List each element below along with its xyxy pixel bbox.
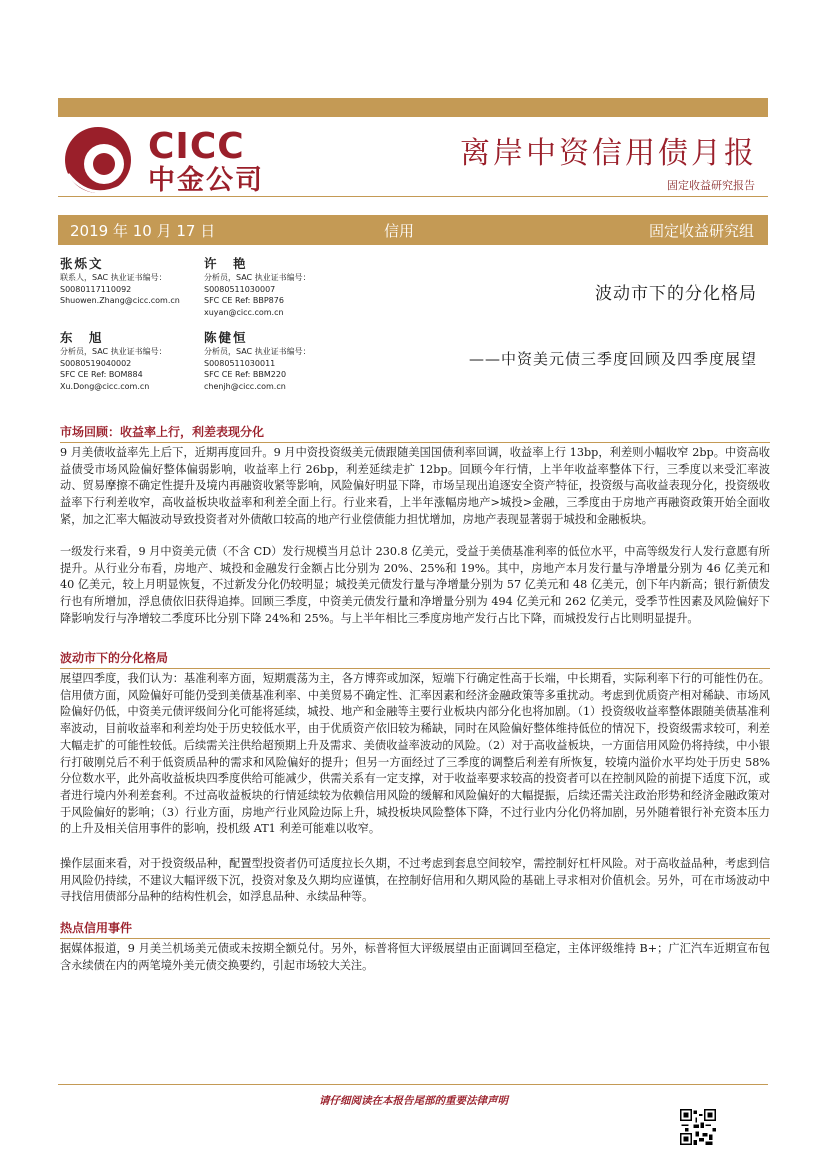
author-email[interactable]: chenjh@cicc.com.cn [204,381,286,391]
research-group: 固定收益研究组 [648,222,754,240]
report-category: 信用 [384,222,415,240]
paragraph: 9 月美债收益率先上后下，近期再度回升。9 月中资投资级美元债跟随美国国债利率回调，收益率上行 13bp，利差则小幅收窄 2bp。中资高收益债受市场风险偏好整体偏弱影响，收益率上行 26bp，利差延续走扩 12bp。回顾今年行情，上半年收益率整体下行，三季度以来受汇率波动、贸易摩擦不确定性提升及境内再融资收紧等影响，风险偏好明显下降，市场呈现出追逐安全资产特征，投资级与高收益表现分化，投资级收益率下行利差收窄，高收益板块收益率和利差全面上行。行业来看，上半年涨幅房地产>城投>金融，三季度由于房地产再融资政策开始全面收紧，加之汇率大幅波动导致投资者对外债敞口较高的地产行业偿债能力担忧增加，房地产表现显著弱于城投和金融板块。 [60,446,770,526]
author-name: 张烁文 [60,256,104,271]
author-name: 东 旭 [60,330,104,345]
author-cert: S0080117110092 [60,284,132,294]
paragraph: 据媒体报道，9 月美兰机场美元债或未按期全额兑付。另外，标普将恒大评级展望由正面调回至稳定，主体评级维持 B+；广汇汽车近期宣布包含永续债在内的两笔境外美元债交换要约，引起市场较大关注。 [60,942,770,972]
section-heading: 热点信用事件 [60,920,770,939]
author-card [60,330,167,392]
section-heading: 市场回顾：收益率上行，利差表现分化 [60,424,770,443]
author-role: 分析员，SAC 执业证书编号： [204,347,311,356]
paragraph: 一级发行来看，9 月中资美元债（不含 CD）发行规模当月总计 230.8 亿美元，受益于美债基准利率的低位水平，中高等级发行人发行意愿有所提升。从行业分布看，房地产、城投和金融发行金额占比分别为 20%、25%和 19%。其中，房地产本月发行量与净增量分别为 46 亿美元和 40 亿美元，较上月明显恢复，不过新发分化仍较明显；城投美元债发行量与净增量分别为 57 亿美元和 48 亿美元，创下年内新高；银行新债发行也有所增加，浮息债依旧获得追捧。回顾三季度，中资美元债发行量和净增量分别为 494 亿美元和 262 亿美元，受季节性因素及风险偏好下降影响发行与净增较二季度环比分别下降 24%和 25%。与上半年相比三季度房地产发行占比下降，而城投发行占比则明显提升。 [60,545,770,625]
author-role: 分析员，SAC 执业证书编号： [204,273,311,282]
author-name: 陈健恒 [204,330,248,345]
headline-title: 波动市下的分化格局 [595,284,757,304]
brand-name-en: CICC [148,126,245,167]
author-name: 许 艳 [204,256,248,271]
brand-name-cn: 中金公司 [148,165,264,196]
author-cert: S0080511030011 [204,358,276,368]
qr-code-icon [680,1109,716,1145]
author-email[interactable]: Xu.Dong@cicc.com.cn [60,381,150,391]
author-sfc: SFC CE Ref: BBM220 [204,370,287,379]
author-role: 联系人，SAC 执业证书编号： [60,273,167,282]
author-cert: S0080511030007 [204,284,276,294]
section-heading: 波动市下的分化格局 [60,650,770,669]
report-type: 固定收益研究报告 [667,179,755,192]
author-cert: S0080519040002 [60,358,132,368]
legal-disclaimer: 请仔细阅读在本报告尾部的重要法律声明 [319,1095,508,1107]
author-sfc: SFC CE Ref: BOM884 [60,370,143,379]
top-gold-bar [58,98,768,117]
author-card [204,256,311,318]
author-email[interactable]: Shuowen.Zhang@cicc.com.cn [60,296,180,305]
paragraph: 操作层面来看，对于投资级品种，配置型投资者仍可适度拉长久期，不过考虑到套息空间较窄，需控制好杠杆风险。对于高收益品种，考虑到信用风险仍持续，不建议大幅评级下沉，投资对象及久期均应谨慎，在控制好信用和久期风险的基础上寻求相对价值机会。另外，可在市场波动中寻找信用债部分品种的结构性机会，如浮息品种、永续品种等。 [60,857,770,904]
author-sfc: SFC CE Ref: BBP876 [204,296,284,305]
footer-divider [58,1084,768,1085]
report-date: 2019 年 10 月 17 日 [70,222,216,240]
info-bar [58,215,768,245]
headline-subtitle: ——中资美元债三季度回顾及四季度展望 [468,350,757,368]
author-card [204,330,311,392]
report-title: 离岸中资信用债月报 [460,136,757,171]
paragraph: 展望四季度，我们认为：基准利率方面，短期震荡为主，各方博弈或加深，短端下行确定性高于长端，中长期看，实际利率下行的可能性仍在。信用债方面，风险偏好可能仍受到美债基准利率、中美贸易不确定性、汇率因素和经济金融政策等多重扰动。考虑到优质资产相对稀缺、市场风险偏好仍低，中资美元债评级间分化可能将延续，城投、地产和金融等主要行业板块内部分化也将加剧。（1）投资级收益率整体跟随美债基准利率波动，目前收益率和利差均处于历史较低水平，由于优质资产依旧较为稀缺，同时在风险偏好整体维持低位的情况下，投资级需求较可，利差大幅走扩的可能性较低。后续需关注供给超预期上升及需求、美债收益率波动的风险。（2）对于高收益板块，一方面信用风险仍将持续，中小银行打破刚兑后不利于低资质品种的需求和风险偏好的提升；但另一方面经过了三季度的调整后利差有所恢复，较境内溢价水平均处于历史 58%分位数水平，此外高收益板块四季度供给可能减少，供需关系有一定支撑，对于收益率要求较高的投资者可以在控制风险的前提下适度下沉，或者进行境内外利差套利。不过高收益板块的行情延续较为依赖信用风险的缓解和风险偏好的大幅提振，后续还需关注政治形势和经济金融政策对于风险偏好的影响；（3）行业方面，房地产行业风险边际上升，城投板块风险整体下降，不过行业内分化仍将加剧，另外随着银行补充资本压力的上升及相关信用事件的影响，投机级 AT1 利差可能难以收窄。 [60,672,770,836]
header-divider [58,196,768,197]
author-card [60,256,180,307]
author-email[interactable]: xuyan@cicc.com.cn [204,307,284,317]
author-role: 分析员，SAC 执业证书编号： [60,347,167,356]
